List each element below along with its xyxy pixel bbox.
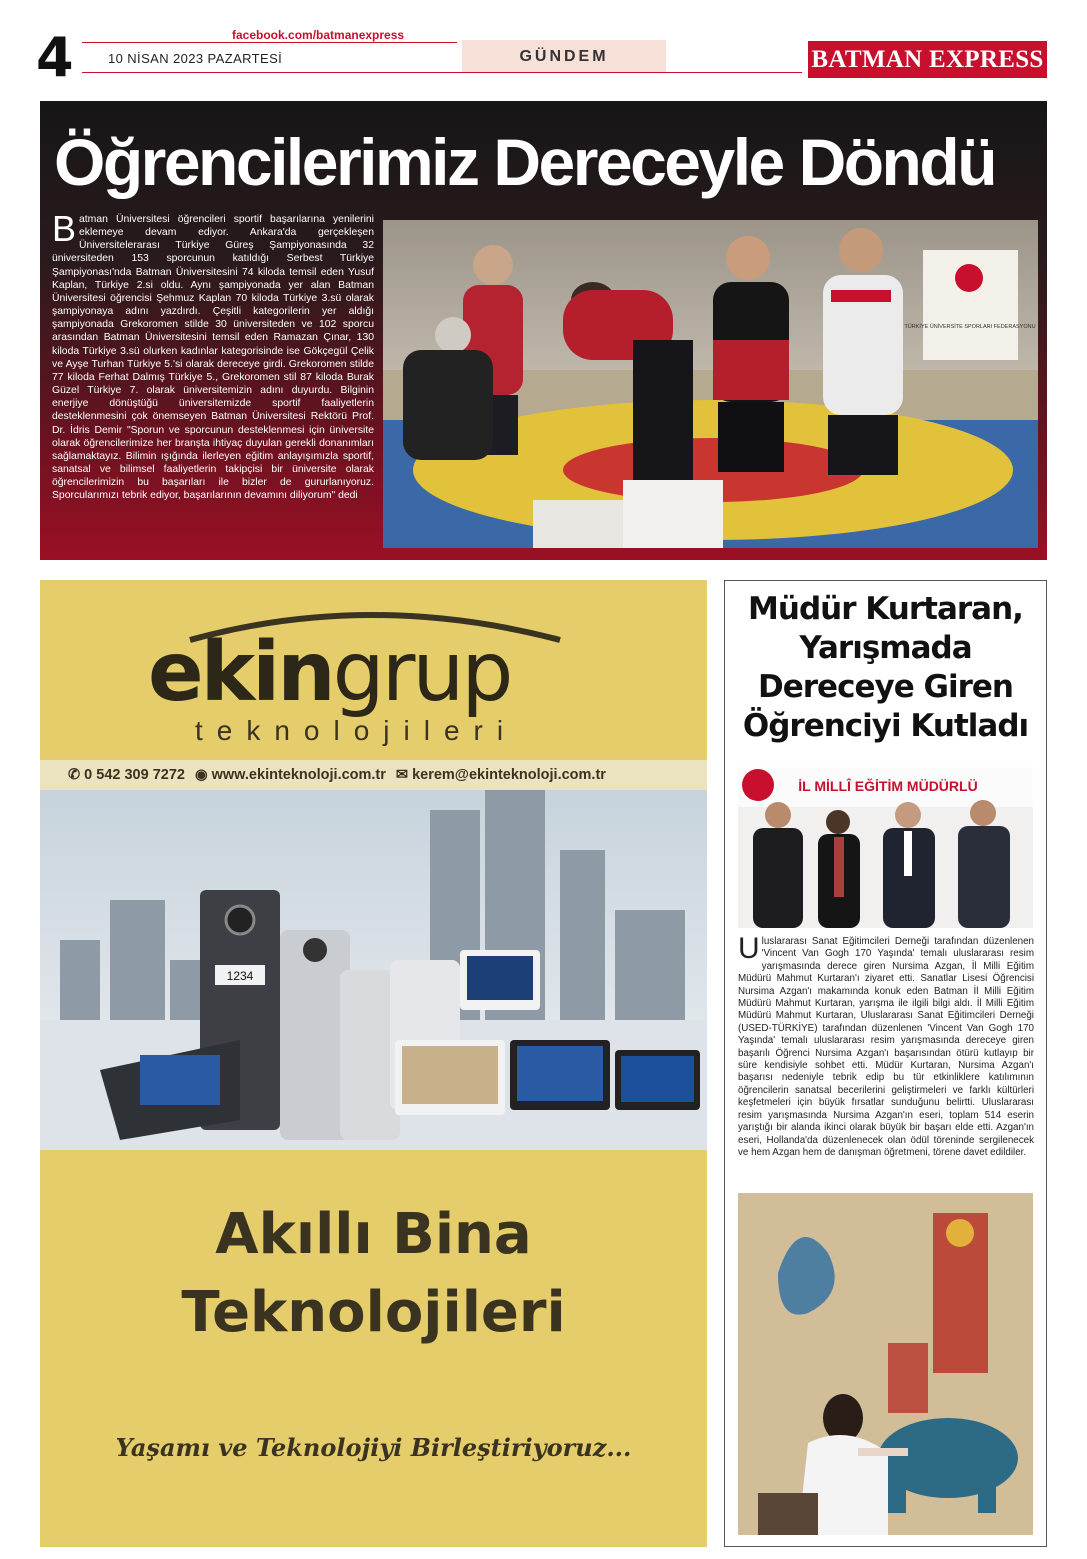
ad-slogan-line1: Akıllı Bina (215, 1202, 532, 1267)
header-facebook-url[interactable]: facebook.com/batmanexpress (232, 28, 405, 42)
keypad-display: 1234 (226, 969, 254, 983)
wrestling-photo-illustration (383, 220, 1038, 548)
top-story-body (52, 208, 374, 502)
ad-contact-bar (40, 760, 707, 790)
ad-email-address: kerem@ekinteknoloji.com.tr (412, 767, 606, 783)
smart-building-products-photo (40, 790, 707, 1150)
ad-email[interactable] (396, 767, 606, 783)
federation-banner-text: TÜRKİYE ÜNİVERSİTE SPORLARI FEDERASYONU (904, 324, 1036, 330)
page-number: 4 (36, 26, 74, 89)
directorate-banner-text: İL MİLLÎ EĞİTİM MÜDÜRLÜ (798, 778, 978, 794)
side-story-headline: Müdür Kurtaran, Yarışmada Dereceye Giren Öğrenciyi Kutladı (742, 591, 1029, 744)
ad-brand-grup: grup (332, 625, 511, 720)
ad-brand-subtitle: teknolojileri (195, 715, 518, 746)
director-visit-photo (738, 767, 1033, 928)
ad-phone-number: 0 542 309 7272 (84, 767, 185, 783)
header-rule-bottom (82, 72, 802, 73)
side-story-body (738, 932, 1034, 1159)
issue-date: 10 NİSAN 2023 PAZARTESİ (108, 51, 283, 66)
ad-website-url: www.ekinteknoloji.com.tr (211, 767, 386, 783)
newspaper-logo: BATMAN EXPRESS (808, 41, 1047, 78)
ad-phone[interactable] (68, 767, 185, 783)
top-story-text: atman Üniversitesi öğrencileri sportif başarılarına yenilerini eklemeye devam ediyor. Ankara'da gerçekleşen Üniversitelerarası Türkiye Güreş Şampiyonasında 32 üniversiteden 153 sporcunun katıldığı Serbest Türkiye Şampiyonası'nda Batman Üniversitesini 74 kiloda temsil eden Yusuf Kaplan, Türkiye 2.si oldu. Aynı şampiyonada yer alan Batman Üniversitesi öğrencisi Şehmuz Kaplan 70 kiloda Türkiye 3.sü olarak şampiyonaya adını yazdırdı. Çeşitli kategorilerin yer aldığı şampiyonada Grekoromen stilde 30 üniversiteden ve 102 sporcu arasından Batman Üniversitesini temsil eden Ramazan Çınar, 130 kiloda Türkiye 3.sü olurken kadınlar kategorisinde ise Gökçegül Çelik ve Ayşe Turhan Türkiye 5.'si olarak dereceye girdi. Grekoromen stilde 77 kiloda Ferhat Dalmış Türkiye 5., Grekoromen stil 87 kiloda Burak Güzel Türkiye 7. olarak üniversitemizin adını duyurdu. Bilginin enerjiye dönüştüğü üniversitemizde sportif faaliyetlerin desteklenmesini çok önemseyen Batman Üniversitesi Rektörü Prof. Dr. İdris Demir "Sporun ve sporcunun desteklenmesi için üniversite olarak öğrencilerimize her branşta ihtiyaç duyulan gerekli donanımları sağlamaktayız. Bilimin ışığında ilerleyen eğitim anlayışımızla sportif, sanatsal ve bilimsel faaliyetlerin takipçisi bir üniversite olarak öğrencilerimizin bu başarıları ile bizler de gururlanıyoruz. Sporcularımızı tebrik ediyor, başarılarının devamını diliyorum" dedi (52, 214, 374, 502)
side-story-text: luslararası Sanat Eğitimcileri Derneği tarafından düzenlenen 'Vincent Van Gogh 170 Yaşında' temalı uluslararası resim yarışmasında derece giren Nursima Azgan, İl Milli Eğitim Müdürü Mahmut Kurtaran'ı ziyaret etti. Sanatlar Lisesi Öğrencisi Nursima Azgan'ı makamında konuk eden Batman İl Milli Eğitim Müdürü Mahmut Kurtaran, yarışma ile ilgili bilgi aldı. İl Milli Eğitim Müdürü Mahmut Kurtaran, Uluslararası Sanat Eğitimcileri Derneği (USED-TÜRKİYE) tarafından düzenlenen 'Vincent Van Gogh 170 Yaşında' temalı uluslararası resim yarışmasında dereceye giren başarılı Öğrenci Nursima Azgan'ı başarısından ötürü kutlayıp bir süre kendisiyle sohbet etti. Müdür Kurtaran, Nursima Azgan'ı başarısı nedeniyle tebrik edip bu tür etkinliklere katılımının öğrencilerin sanatsal becerilerini geliştirmeleri ve farklı kültürleri keşfetmeleri için büyük fırsatlar sunduğunu belirtti. Uluslararası resim yarışmasında Nursima Azgan'ın eseri, toplam 514 eserin yarıştığı bir alanda ikinci olarak büyük bir başarı elde etti. Azgan'ın eseri, Hollanda'da düzenlenecek olan ödül töreninde sergilenecek ve hem Azgan hem de danışman öğretmeni, törene davet edildiler. (738, 936, 1034, 1158)
ad-slogan-line2: Teknolojileri (181, 1280, 566, 1345)
header-rule-top (82, 42, 457, 43)
smart-devices-illustration (40, 790, 707, 1150)
director-visit-illustration (738, 767, 1033, 928)
top-story-headline: Öğrencilerimiz Dereceyle Döndü (54, 125, 996, 199)
top-story-dropcap: B (52, 208, 77, 249)
mural-painting-illustration (738, 1193, 1033, 1535)
globe-icon: ◉ (194, 767, 208, 783)
wrestling-medal-ceremony-photo (383, 220, 1038, 548)
ad-brand-logo (148, 625, 511, 720)
ad-tagline: Yaşamı ve Teknolojiyi Birleştiriyoruz... (115, 1433, 632, 1462)
ad-website[interactable] (195, 767, 386, 783)
phone-icon: ✆ (68, 767, 81, 783)
section-label: GÜNDEM (462, 40, 666, 72)
mail-icon: ✉ (395, 767, 409, 783)
top-story (40, 101, 1047, 560)
ad-slogan (40, 1196, 707, 1352)
student-painting-mural-photo (738, 1193, 1033, 1535)
ad-brand-ekin: ekin (148, 625, 333, 720)
side-story-dropcap: U (738, 932, 760, 965)
